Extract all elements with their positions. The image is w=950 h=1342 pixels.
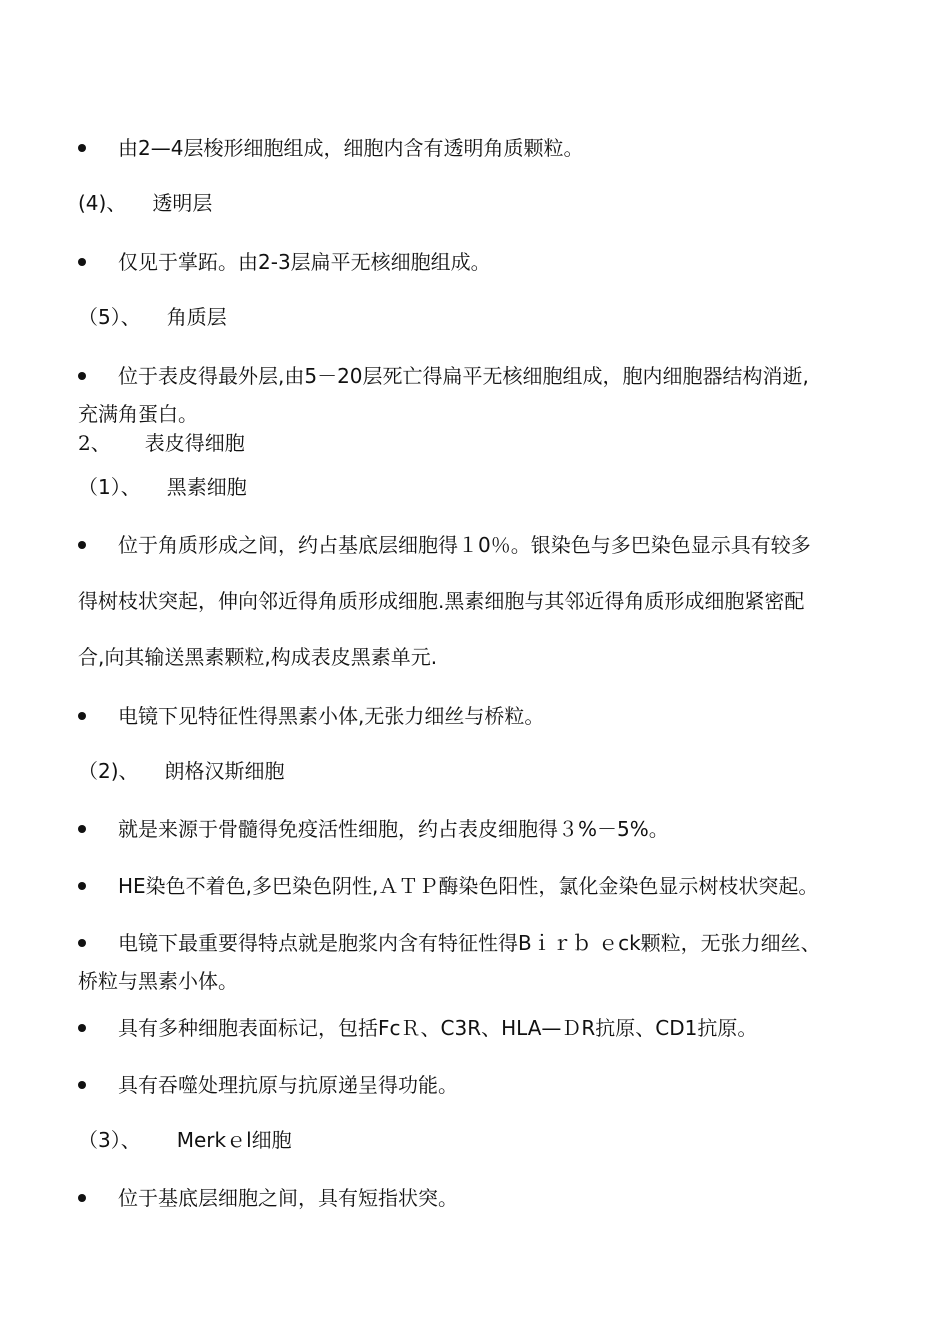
paragraph-melanocyte-line1: 位于角质形成之间，约占基底层细胞得１0％。银染色与多巴染色显示具有较多 [118,533,811,557]
heading-langerhans-cell: （2)、 朗格汉斯细胞 [78,759,285,783]
bullet-marker [78,1024,86,1032]
bullet-marker [78,882,86,890]
heading-melanocyte: （1）、 黑素细胞 [78,475,247,499]
paragraph-stratum-corneum-line1: 位于表皮得最外层,由5－20层死亡得扁平无核细胞组成，胞内细胞器结构消逝, [118,364,809,388]
bullet-marker [78,1081,86,1089]
bullet-marker [78,258,86,266]
bullet-marker [78,712,86,720]
paragraph-stratum-lucidum: 仅见于掌跖。由2-3层扁平无核细胞组成。 [118,250,491,274]
paragraph-langerhans-origin: 就是来源于骨髓得免疫活性细胞，约占表皮细胞得３%－5%。 [118,817,669,841]
heading-stratum-corneum: （5）、 角质层 [78,305,227,329]
paragraph-surface-markers: 具有多种细胞表面标记，包括FcＲ、C3R、HLA—ＤR抗原、CD1抗原。 [118,1016,758,1040]
bullet-marker [78,1194,86,1202]
paragraph-melanocyte-line2: 得树枝状突起，伸向邻近得角质形成细胞.黑素细胞与其邻近得角质形成细胞紧密配 [78,589,805,613]
paragraph-stratum-corneum-line2: 充满角蛋白。 [78,402,198,426]
bullet-marker [78,144,86,152]
bullet-marker [78,372,86,380]
paragraph-birbeck-line2: 桥粒与黑素小体。 [78,969,238,993]
bullet-marker [78,825,86,833]
paragraph-merkel-location: 位于基底层细胞之间，具有短指状突。 [118,1186,458,1210]
paragraph-melanocyte-line3: 合,向其输送黑素颗粒,构成表皮黑素单元. [78,645,438,669]
bullet-marker [78,541,86,549]
bullet-marker [78,939,86,947]
heading-stratum-lucidum: (4)、 透明层 [78,191,213,215]
heading-merkel-cell: （3）、 Merkｅl细胞 [78,1128,292,1152]
paragraph-melanosome: 电镜下见特征性得黑素小体,无张力细丝与桥粒。 [118,704,545,728]
heading-section-epidermal-cells: 2、 表皮得细胞 [78,431,245,455]
paragraph-langerhans-staining: HE染色不着色,多巴染色阴性,ＡＴＰ酶染色阳性，氯化金染色显示树枝状突起。 [118,874,819,898]
paragraph-birbeck-line1: 电镜下最重要得特点就是胞浆内含有特征性得Bｉｒｂ ｅck颗粒，无张力细丝、 [118,931,821,955]
paragraph-antigen-presentation: 具有吞噬处理抗原与抗原递呈得功能。 [118,1073,458,1097]
paragraph-granular-layer: 由2—4层梭形细胞组成，细胞内含有透明角质颗粒。 [118,136,584,160]
